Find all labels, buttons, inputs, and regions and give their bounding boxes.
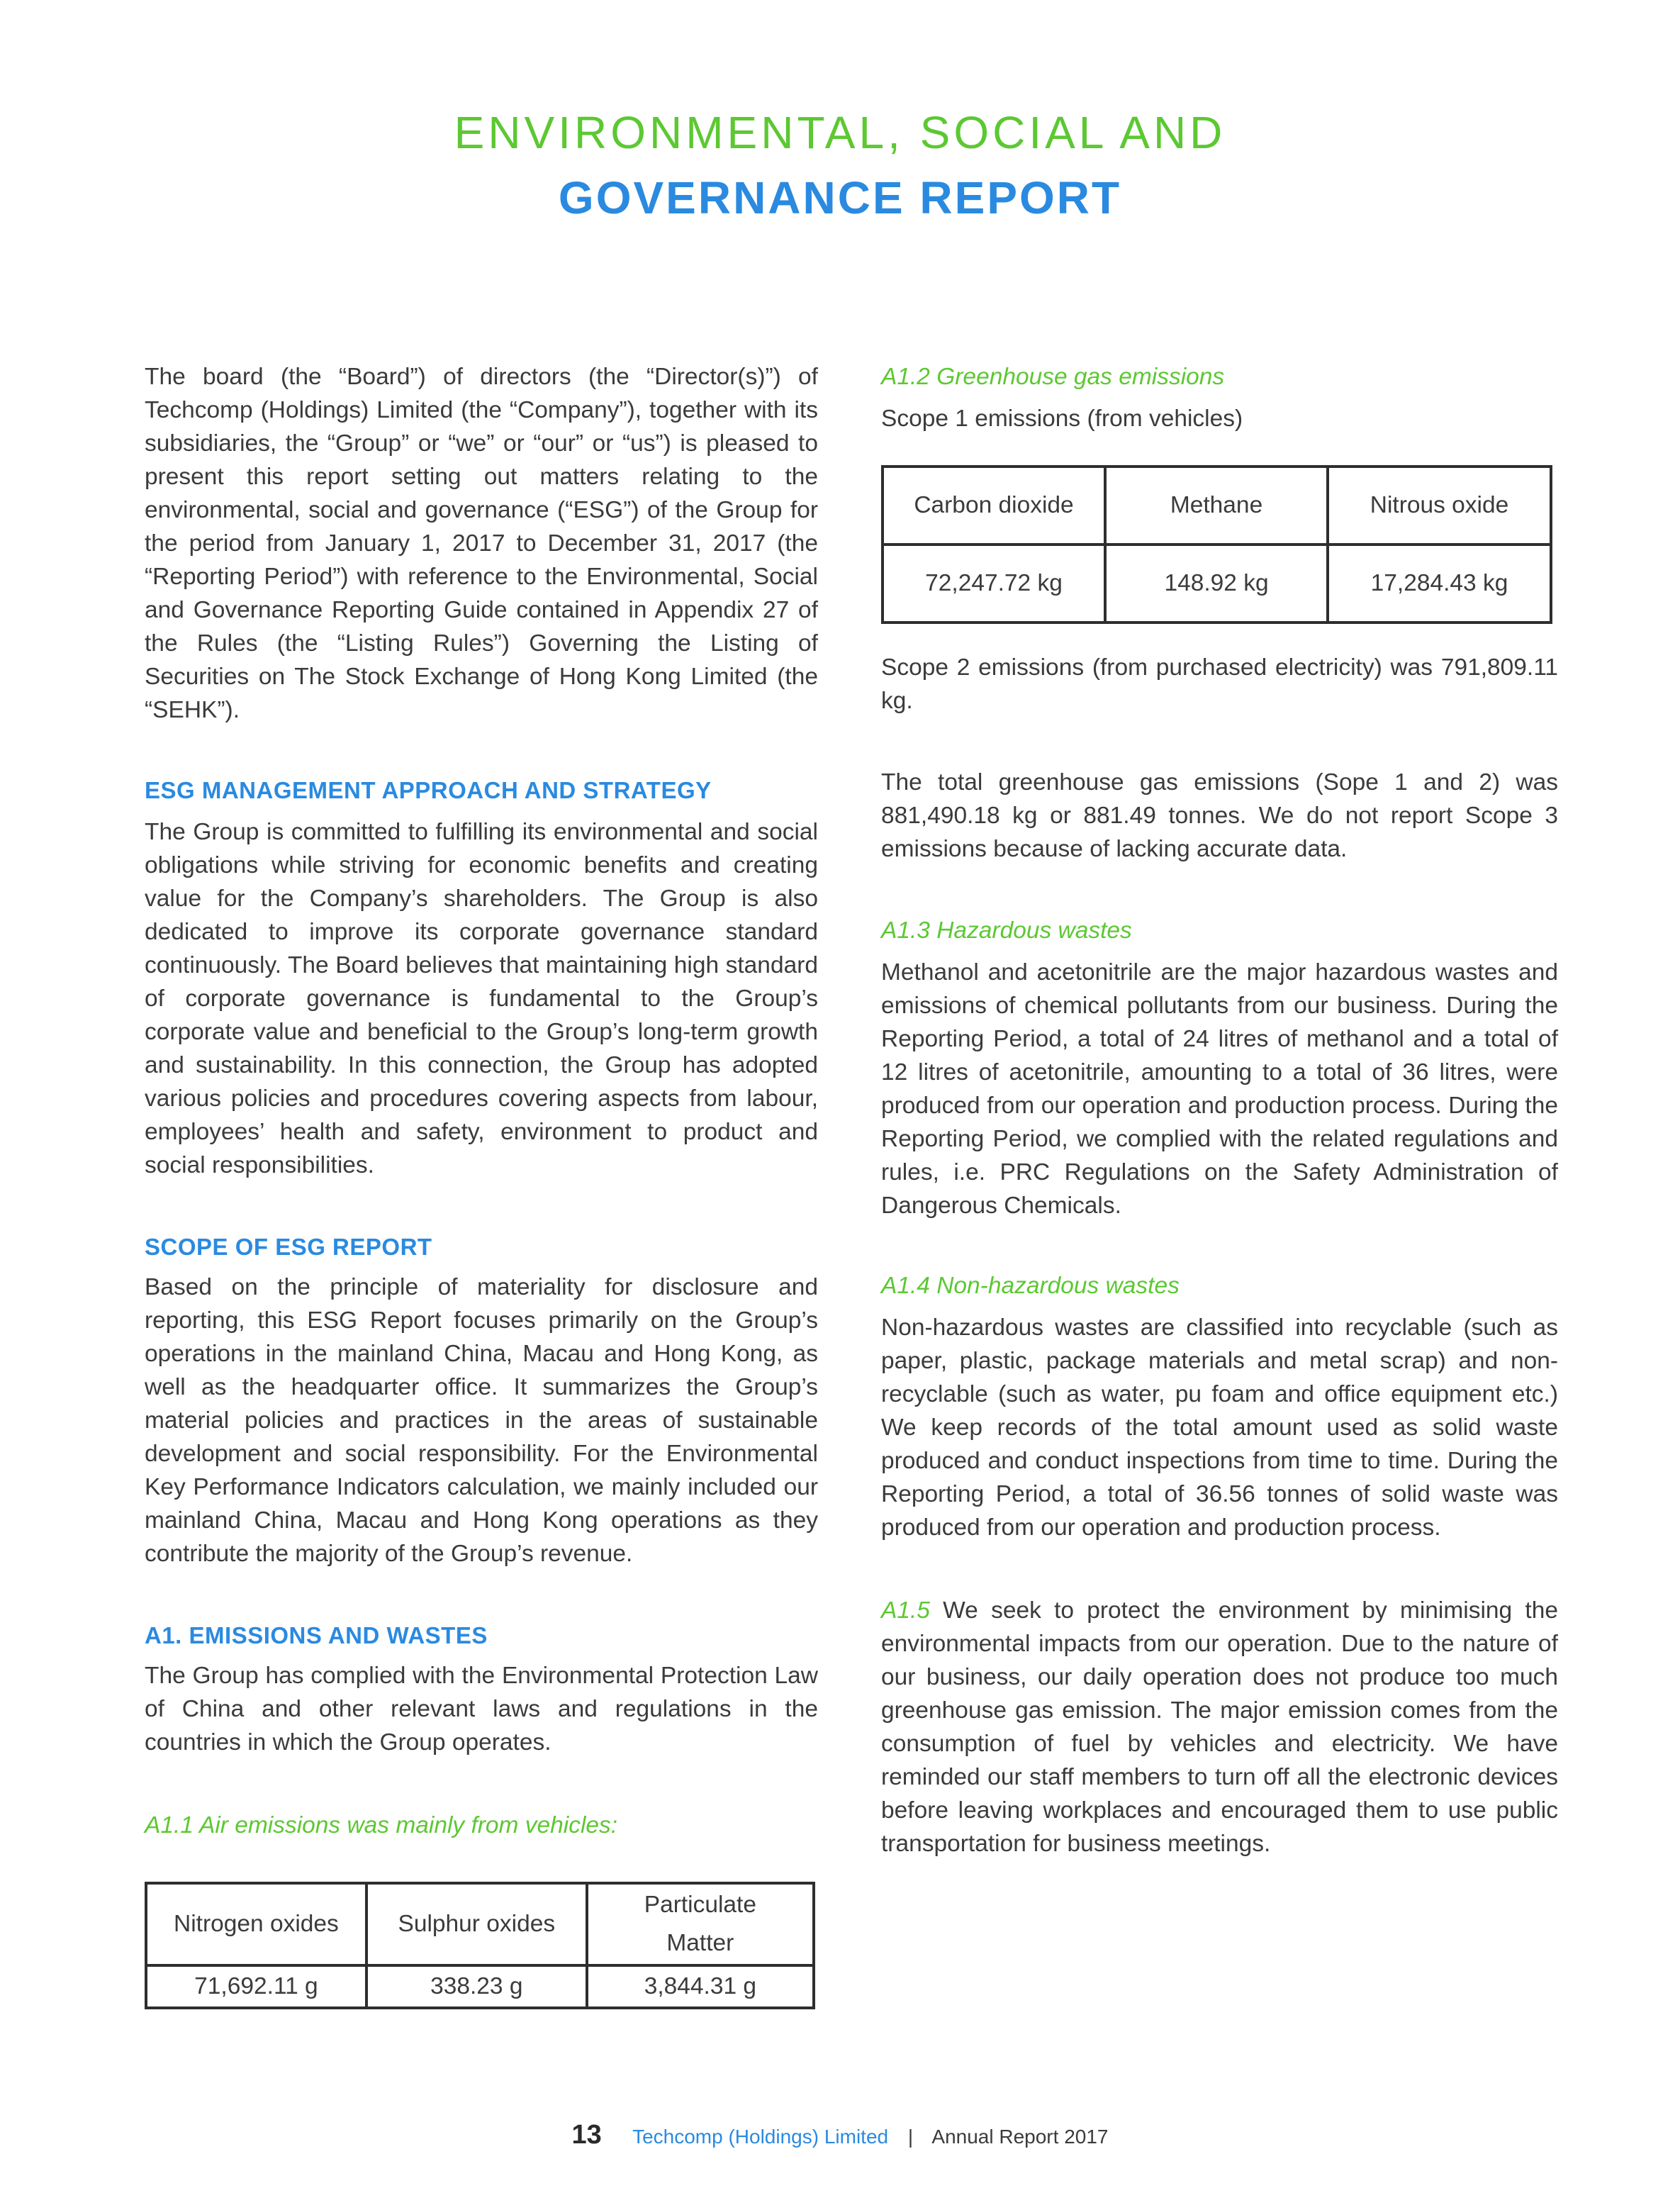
- total-ghg-paragraph: The total greenhouse gas emissions (Sope 1 and 2) was 881,490.18 kg or 881.49 tonnes. We do not report Scope 3 emissions because of lacking accurate data.: [881, 769, 1558, 862]
- table-header-cell: Particulate Matter: [587, 1883, 814, 1965]
- table-row: [146, 1965, 814, 2008]
- page-footer: [0, 2120, 1680, 2150]
- left-column: [145, 357, 818, 2009]
- table-header-cell: Carbon dioxide: [883, 467, 1105, 545]
- ghg-table: [881, 465, 1552, 624]
- esg-approach-heading: ESG MANAGEMENT APPROACH AND STRATEGY: [145, 777, 712, 803]
- non-hazardous-subhead: A1.4 Non-hazardous wastes: [881, 1273, 1180, 1299]
- table-header-row: [146, 1883, 814, 1965]
- table-cell: 148.92 kg: [1105, 545, 1328, 623]
- air-emissions-table: [145, 1882, 815, 2009]
- intro-paragraph: The board (the “Board”) of directors (the “Director(s)”) of Techcomp (Holdings) Limited (the “Company”), together with its subsidiaries, the “Group” or “we” or “our” or “us”) is pleased to present this report setting out matters relating to the environmental, social and governance (“ESG”) of the Group for the period from January 1, 2017 to December 31, 2017 (the “Reporting Period”) with reference to the Environmental, Social and Governance Reporting Guide contained in Appendix 27 of the Rules (the “Listing Rules”) Governing the Listing of Securities on The Stock Exchange of Hong Kong Limited (the “SEHK”).: [145, 364, 818, 723]
- a15-label: A1.5: [881, 1597, 930, 1624]
- table-cell: 72,247.72 kg: [883, 545, 1105, 623]
- ghg-subhead: A1.2 Greenhouse gas emissions: [881, 364, 1225, 390]
- table-cell: 17,284.43 kg: [1328, 545, 1551, 623]
- table-header-cell: Nitrous oxide: [1328, 467, 1551, 545]
- table-cell: 338.23 g: [366, 1965, 587, 2008]
- footer-report: Annual Report 2017: [931, 2126, 1109, 2148]
- table-header-cell: Methane: [1105, 467, 1328, 545]
- table-header-cell: Sulphur oxides: [366, 1883, 587, 1965]
- table-header-row: [883, 467, 1551, 545]
- footer-company: Techcomp (Holdings) Limited: [632, 2126, 889, 2148]
- hazardous-paragraph: Methanol and acetonitrile are the major hazardous wastes and emissions of chemical pollutants from our business. During the Reporting Period, a total of 24 litres of methanol and a total of 12 litres of acetonitrile, amounting to a total of 36 litres, were produced from our operation and production process. During the Reporting Period, we complied with the related regulations and rules, i.e. PRC Regulations on the Safety Administration of Dangerous Chemicals.: [881, 959, 1558, 1219]
- a15-text: We seek to protect the environment by minimising the environmental impacts from our operation. Due to the nature of our business, our daily operation does not produce too much greenhouse gas emission. The major emission comes from the consumption of fuel by vehicles and electricity. We have reminded our staff members to turn off all the electronic devices before leaving workplaces and encouraged them to use public transportation for business meetings.: [881, 1597, 1558, 1857]
- a15-paragraph: [881, 1594, 1558, 1860]
- non-hazardous-paragraph: Non-hazardous wastes are classified into recyclable (such as paper, plastic, package materials and metal scrap) and non-recyclable (such as water, pu foam and office equipment etc.) We keep records of the total amount used as solid waste produced and conduct inspections from time to time. During the Reporting Period, a total of 36.56 tonnes of solid waste was produced from our operation and production process.: [881, 1315, 1558, 1541]
- report-title-line1: ENVIRONMENTAL, SOCIAL AND: [454, 107, 1226, 158]
- page-number: 13: [571, 2120, 602, 2150]
- esg-approach-paragraph: The Group is committed to fulfilling its environmental and social obligations while striving for economic benefits and creating value for the Company’s shareholders. The Group is also dedicated to improve its corporate governance standard continuously. The Board believes that maintaining high standard of corporate governance is fundamental to the Group’s corporate value and beneficial to the Group’s long-term growth and sustainability. In this connection, the Group has adopted various policies and procedures covering aspects from labour, employees’ health and safety, environment to product and social responsibilities.: [145, 819, 818, 1178]
- scope2-paragraph: Scope 2 emissions (from purchased electricity) was 791,809.11 kg.: [881, 654, 1558, 714]
- right-column: [881, 357, 1558, 1860]
- scope-heading: SCOPE OF ESG REPORT: [145, 1234, 432, 1260]
- hazardous-subhead: A1.3 Hazardous wastes: [881, 917, 1132, 944]
- emissions-heading: A1. EMISSIONS AND WASTES: [145, 1622, 488, 1648]
- footer-separator: |: [907, 2126, 914, 2148]
- table-row: [883, 545, 1551, 623]
- air-emissions-subhead: A1.1 Air emissions was mainly from vehicles:: [145, 1812, 618, 1838]
- scope-paragraph: Based on the principle of materiality for disclosure and reporting, this ESG Report focuses primarily on the Group’s operations in the mainland China, Macau and Hong Kong, as well as the headquarter office. It summarizes the Group’s material policies and practices in the areas of sustainable development and social responsibility. For the Environmental Key Performance Indicators calculation, we mainly included our mainland China, Macau and Hong Kong operations as they contribute the majority of the Group’s revenue.: [145, 1274, 818, 1567]
- scope1-label: Scope 1 emissions (from vehicles): [881, 406, 1243, 432]
- emissions-paragraph: The Group has complied with the Environmental Protection Law of China and other relevant laws and regulations in the countries in which the Group operates.: [145, 1663, 818, 1756]
- table-cell: 71,692.11 g: [146, 1965, 366, 2008]
- table-cell: 3,844.31 g: [587, 1965, 814, 2008]
- report-title-line2: GOVERNANCE REPORT: [558, 172, 1122, 223]
- table-header-cell: Nitrogen oxides: [146, 1883, 366, 1965]
